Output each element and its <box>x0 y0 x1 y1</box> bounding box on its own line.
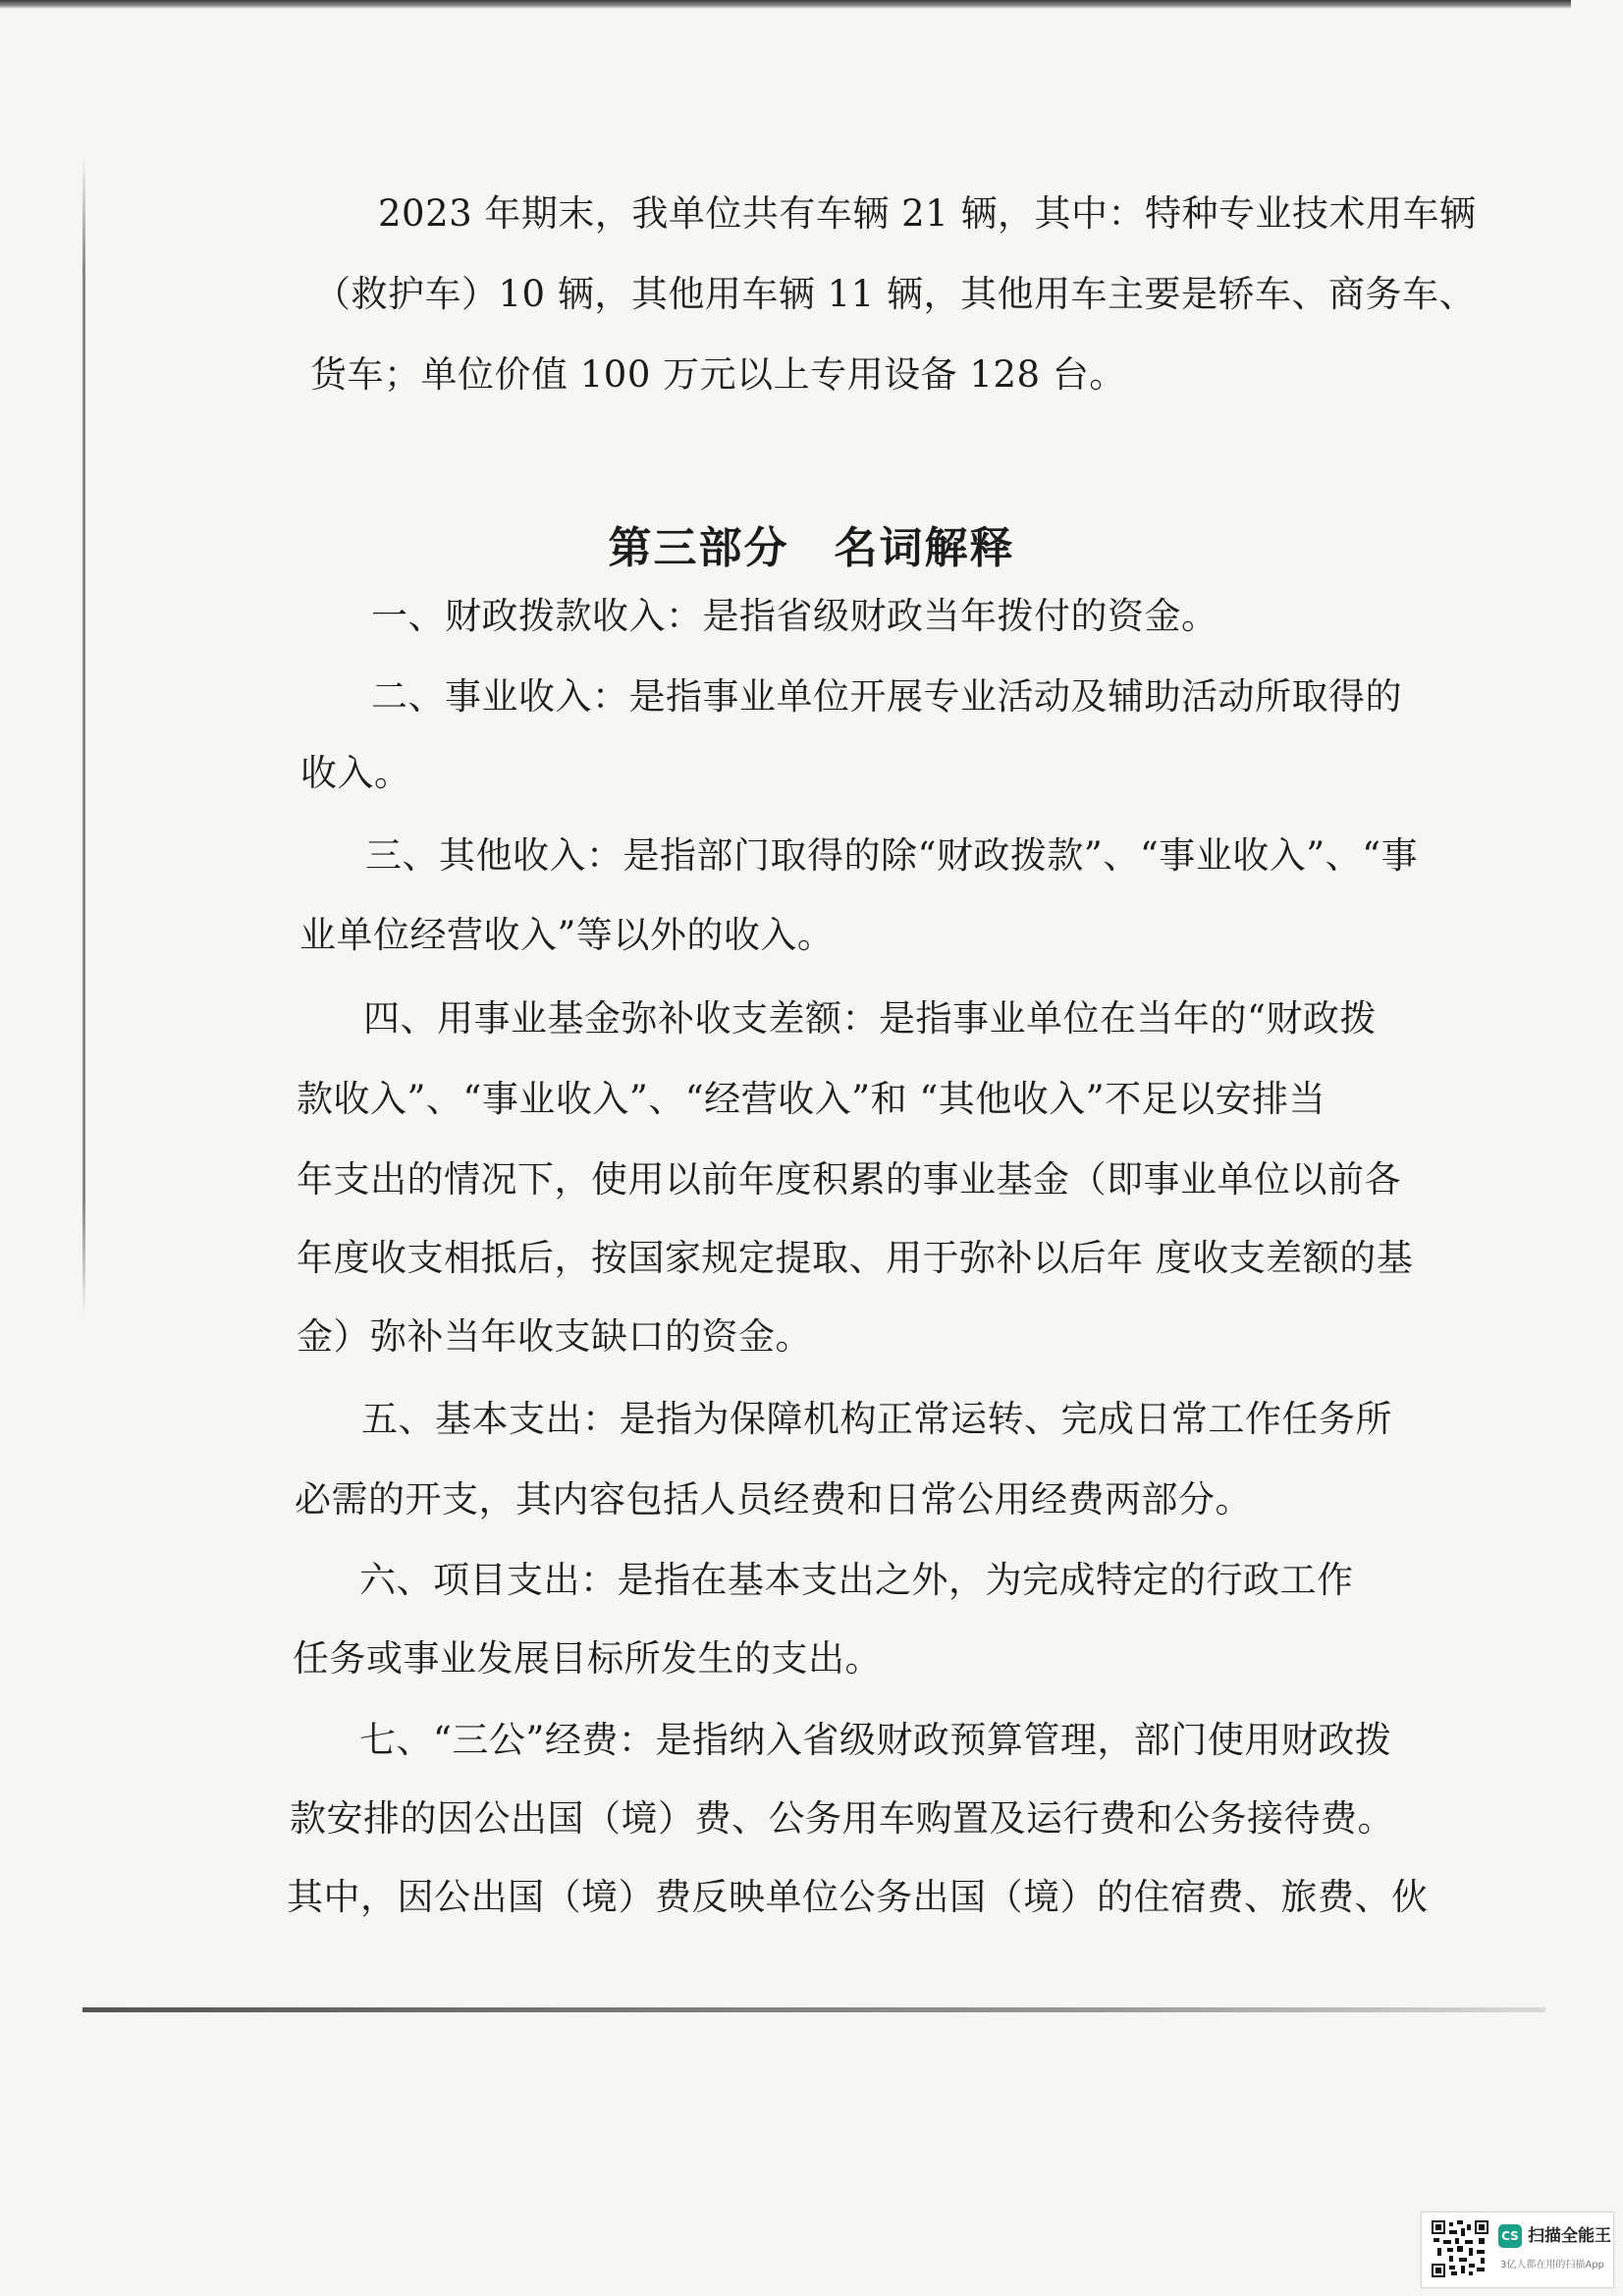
scan-bottom-edge <box>82 2007 1545 2012</box>
paragraph-line: 七、“三公”经费：是指纳入省级财政预算管理，部门使用财政拨 <box>359 1719 1392 1761</box>
paragraph-line: 一、财政拨款收入：是指省级财政当年拨付的资金。 <box>371 595 1218 637</box>
paragraph-line: 其中，因公出国（境）费反映单位公务出国（境）的住宿费、旅费、伙 <box>287 1876 1429 1918</box>
paragraph-line: 2023 年期末，我单位共有车辆 21 辆，其中：特种专业技术用车辆 <box>378 192 1477 235</box>
paragraph-line: 三、其他收入：是指部门取得的除“财政拨款”、“事业收入”、“事 <box>365 834 1419 877</box>
paragraph-line: 必需的开支，其内容包括人员经费和日常公用经费两部分。 <box>295 1478 1252 1521</box>
paragraph-line: 五、基本支出：是指为保障机构正常运转、完成日常工作任务所 <box>361 1398 1392 1440</box>
qr-code-icon <box>1432 2220 1488 2277</box>
section-heading: 第三部分 名词解释 <box>608 523 1015 573</box>
paragraph-line: 任务或事业发展目标所发生的支出。 <box>293 1637 882 1680</box>
paragraph-line: 款收入”、“事业收入”、“经营收入”和 “其他收入”不足以安排当 <box>297 1078 1326 1120</box>
paragraph-line: 收入。 <box>300 752 411 794</box>
scan-left-edge <box>82 157 85 1315</box>
camscanner-logo: CS <box>1498 2224 1522 2248</box>
scan-top-edge <box>0 0 1571 9</box>
paragraph-line: 六、项目支出：是指在基本支出之外，为完成特定的行政工作 <box>359 1559 1354 1601</box>
paragraph-line: 年支出的情况下，使用以前年度积累的事业基金（即事业单位以前各 <box>297 1158 1401 1201</box>
paragraph-line: 业单位经营收入”等以外的收入。 <box>299 914 835 956</box>
paragraph-line: 年度收支相抵后，按国家规定提取、用于弥补以后年 度收支差额的基 <box>297 1237 1414 1279</box>
scanner-watermark <box>1421 2212 1614 2288</box>
paragraph-line: 款安排的因公出国（境）费、公务用车购置及运行费和公务接待费。 <box>290 1797 1394 1840</box>
watermark-subtitle: 3亿人都在用的扫描App <box>1500 2260 1604 2270</box>
watermark-title: 扫描全能王 <box>1528 2226 1611 2246</box>
paragraph-line: 二、事业收入：是指事业单位开展专业活动及辅助活动所取得的 <box>371 675 1402 718</box>
paragraph-line: 四、用事业基金弥补收支差额：是指事业单位在当年的“财政拨 <box>363 997 1377 1040</box>
paragraph-line: 金）弥补当年收支缺口的资金。 <box>297 1315 812 1358</box>
paragraph-line: 货车；单位价值 100 万元以上专用设备 128 台。 <box>310 353 1126 396</box>
paragraph-line: （救护车）10 辆，其他用车辆 11 辆，其他用车主要是轿车、商务车、 <box>314 273 1476 315</box>
